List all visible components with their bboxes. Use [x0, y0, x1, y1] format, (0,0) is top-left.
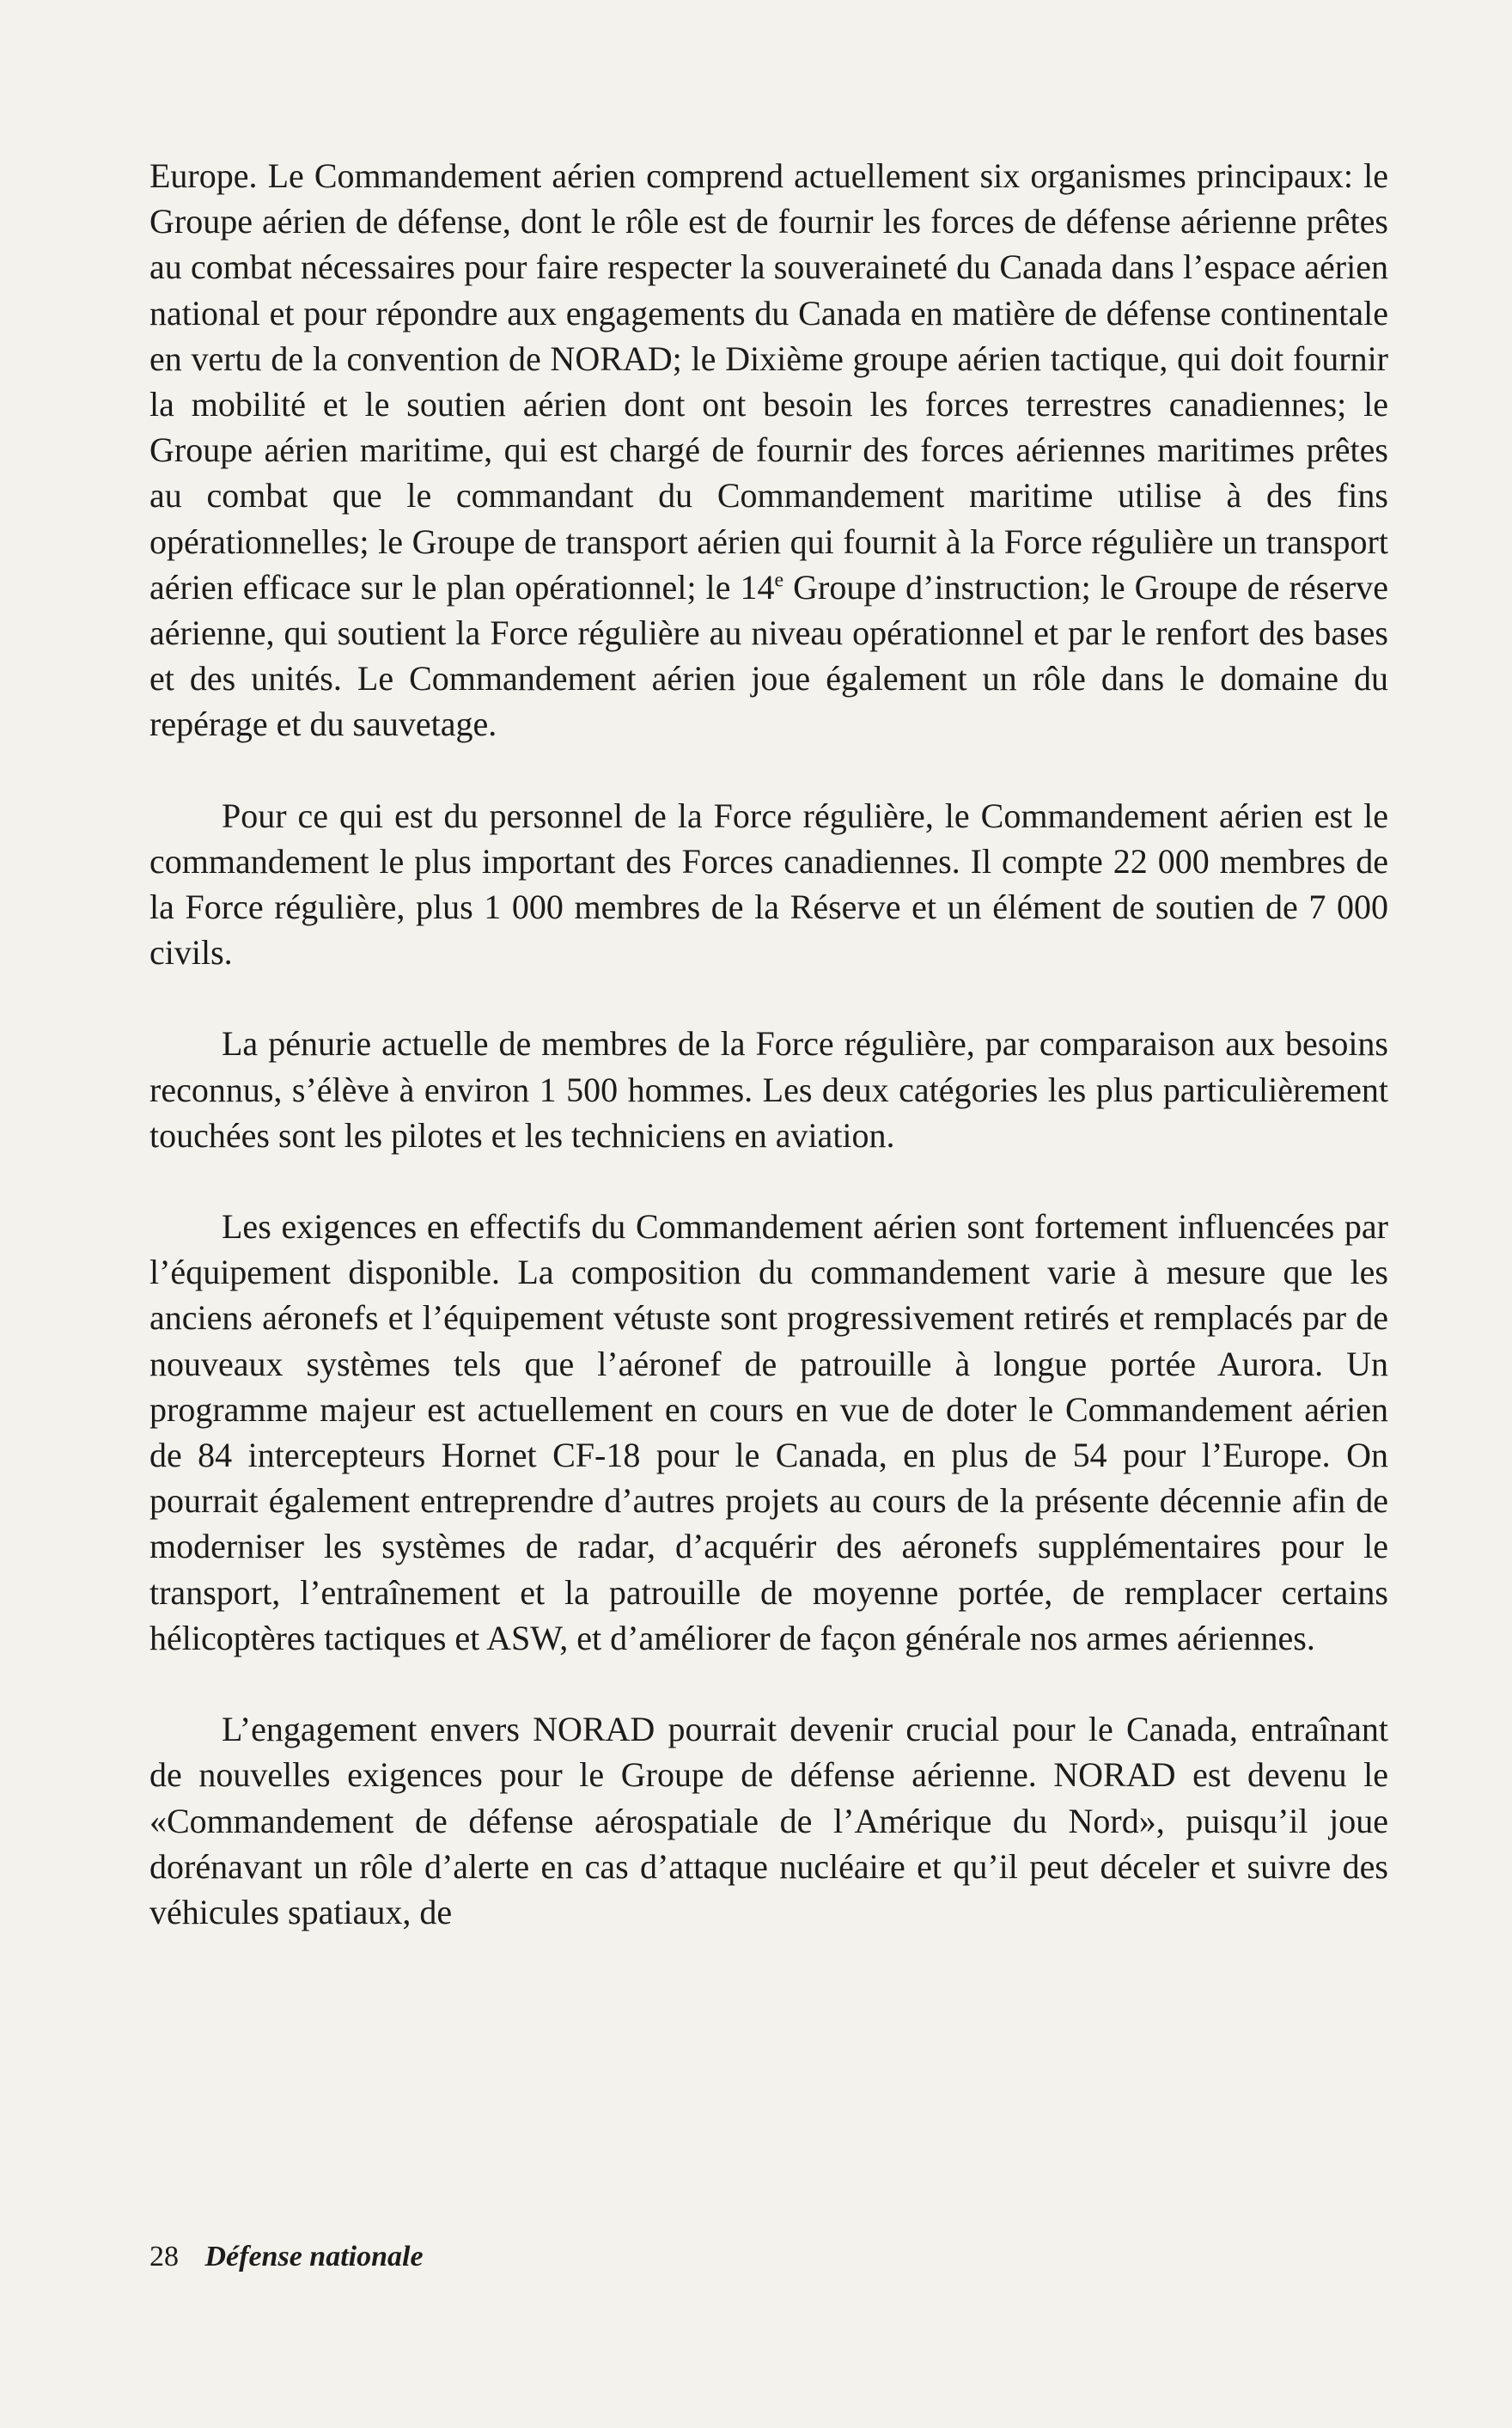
ordinal-superscript: e	[774, 569, 784, 592]
paragraph-air-command-organizations	[149, 153, 1388, 747]
paragraph-norad: L’engagement envers NORAD pourrait devenir crucial pour le Canada, entraînant de nouvelles exigences pour le Groupe de défense aérienne. NORAD est devenu le «Commandement de défense aérospatiale de l’Amérique du Nord», puisqu’il joue dorénavant un rôle d’alerte en cas d’attaque nucléaire et qu’il peut déceler et suivre des véhicules spatiaux, de	[149, 1710, 1388, 1931]
paragraph-text-continued: Groupe d’instruction; le Groupe de réserve aérienne, qui soutient la Force régulière au niveau opérationnel et par le renfort des bases et des unités. Le Commandement aérien joue également un rôle dans le domaine du repérage et du sauvetage.	[149, 567, 1388, 744]
page-body	[149, 153, 1388, 1935]
page-footer	[149, 2240, 424, 2274]
paragraph-shortage: La pénurie actuelle de membres de la Force régulière, par comparaison aux besoins reconnus, s’élève à environ 1 500 hommes. Les deux catégories les plus particulièrement touchées sont les pilotes et les techniciens en aviation.	[149, 1024, 1388, 1155]
page-number: 28	[149, 2241, 179, 2272]
group-number: 14	[740, 567, 775, 607]
paragraph-equipment: Les exigences en effectifs du Commandement aérien sont fortement influencées par l’équipement disponible. La composition du commandement varie à mesure que les anciens aéronefs et l’équipement vétuste sont progressivement retirés et remplacés par de nouveaux systèmes tels que l’aéronef de patrouille à longue portée Aurora. Un programme majeur est actuellement en cours en vue de doter le Commandement aérien de 84 intercepteurs Hornet CF-18 pour le Canada, en plus de 54 pour l’Europe. On pourrait également entreprendre d’autres projets au cours de la présente décennie afin de moderniser les systèmes de radar, d’acquérir des aéronefs supplémentaires pour le transport, l’entraînement et la patrouille de moyenne portée, de remplacer certains hélicoptères tactiques et ASW, et d’améliorer de façon générale nos armes aériennes.	[149, 1207, 1388, 1657]
publication-title: Défense nationale	[204, 2241, 424, 2272]
paragraph-text: Europe. Le Commandement aérien comprend actuellement six organismes principaux: le Groupe aérien de défense, dont le rôle est de fournir les forces de défense aérienne prêtes au combat nécessaires pour faire respecter la souveraineté du Canada dans l’espace aérien national et pour répondre aux engagements du Canada en matière de défense continentale en vertu de la convention de NORAD; le Dixième groupe aérien tactique, qui doit fournir la mobilité et le soutien aérien dont ont besoin les forces terrestres canadiennes; le Groupe aérien maritime, qui est chargé de fournir des forces aériennes maritimes prêtes au combat que le commandant du Commandement maritime utilise à des fins opérationnelles; le Groupe de transport aérien qui fournit à la Force régulière un transport aérien efficace sur le plan opérationnel; le	[149, 156, 1388, 607]
paragraph-personnel: Pour ce qui est du personnel de la Force régulière, le Commandement aérien est le commandement le plus important des Forces canadiennes. Il compte 22 000 membres de la Force régulière, plus 1 000 membres de la Réserve et un élément de soutien de 7 000 civils.	[149, 796, 1388, 973]
